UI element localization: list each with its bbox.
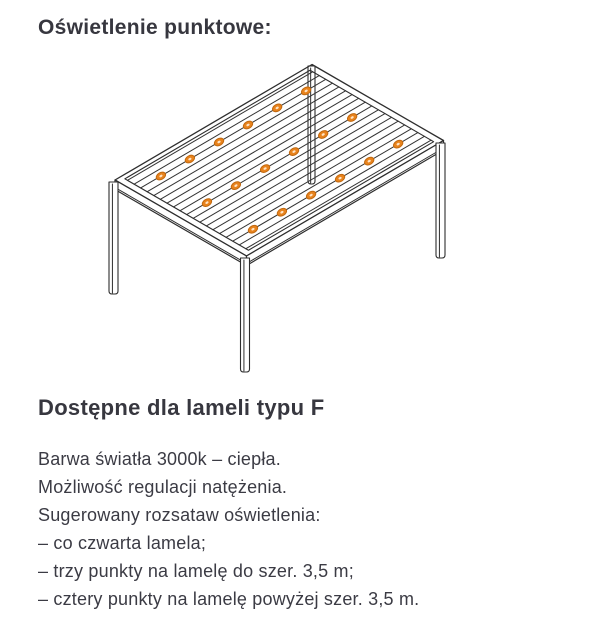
text-line-three-points: – trzy punkty na lamelę do szer. 3,5 m;: [38, 561, 354, 581]
lighting-point: [201, 197, 213, 208]
text-line-light-color: Barwa światła 3000k – ciepła.: [38, 449, 281, 469]
lighting-point: [271, 102, 283, 113]
lighting-point: [213, 137, 225, 148]
section-subtitle: Dostępne dla lameli typu F: [38, 395, 325, 420]
lighting-point: [334, 173, 346, 184]
lighting-point: [363, 156, 375, 167]
text-line-every-fourth: – co czwarta lamela;: [38, 533, 207, 553]
lighting-point: [317, 129, 329, 140]
description-text: [38, 445, 419, 613]
text-line-layout-header: Sugerowany rozsataw oświetlenia:: [38, 505, 321, 525]
text-line-dimming: Możliwość regulacji natężenia.: [38, 477, 288, 497]
lighting-point: [276, 207, 288, 218]
page-title: Oświetlenie punktowe:: [38, 16, 272, 39]
lighting-point: [247, 224, 259, 235]
lighting-point: [346, 112, 358, 123]
lighting-point: [230, 180, 242, 191]
lighting-point: [288, 146, 300, 157]
lighting-point: [259, 163, 271, 174]
lighting-point: [305, 190, 317, 201]
lighting-point: [392, 139, 404, 150]
lighting-point: [184, 154, 196, 165]
lighting-point: [155, 171, 167, 182]
lighting-point: [242, 120, 254, 131]
text-line-four-points: – cztery punkty na lamelę powyżej szer. 3,5 m.: [38, 589, 420, 609]
